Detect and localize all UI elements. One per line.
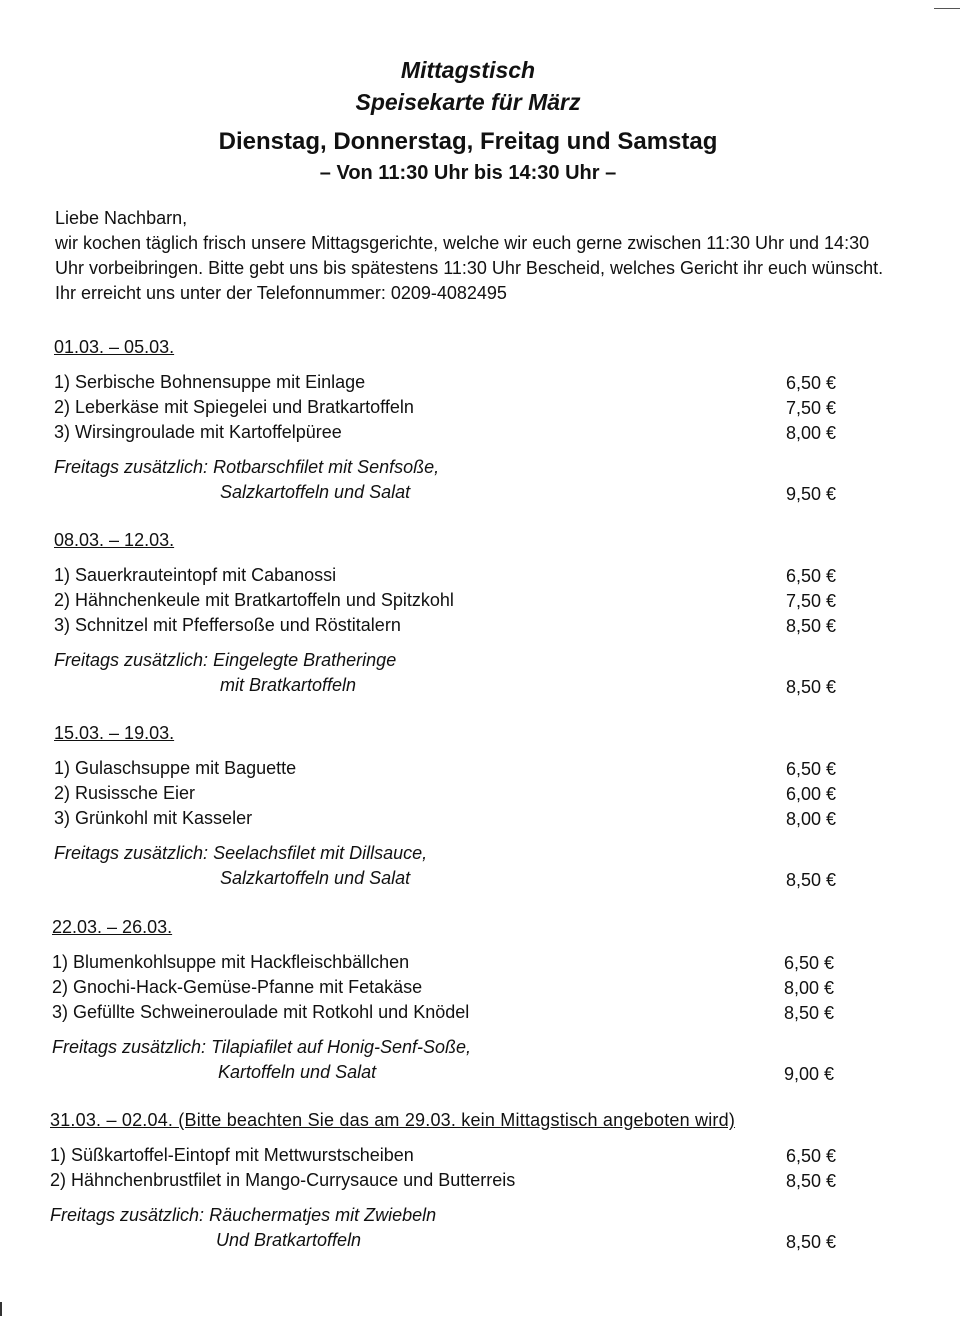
dish-price: 7,50 €	[785, 398, 836, 418]
dish-name: 3) Gefüllte Schweineroulade mit Rotkohl und Knödel	[52, 1002, 470, 1022]
dish-price: 6,50 €	[785, 566, 836, 586]
dish-list	[52, 950, 842, 1025]
dish-row	[50, 1168, 844, 1193]
week-range: 01.03. – 05.03.	[54, 337, 175, 357]
dish-price: 6,50 €	[785, 759, 836, 779]
menu-header	[0, 54, 936, 188]
friday-price: 8,50 €	[785, 1232, 836, 1252]
dish-price: 8,00 €	[783, 978, 834, 998]
friday-special	[54, 841, 844, 891]
menu-title: Mittagstisch	[400, 57, 536, 83]
dish-name: 1) Serbische Bohnensuppe mit Einlage	[54, 372, 366, 392]
friday-dish-line2: Kartoffeln und Salat	[218, 1062, 377, 1082]
dish-list	[54, 370, 844, 445]
dish-row	[54, 756, 844, 781]
dish-name: 3) Wirsingroulade mit Kartoffelpüree	[54, 422, 342, 442]
dish-list	[50, 1143, 844, 1193]
dish-row	[54, 563, 844, 588]
dish-price: 6,50 €	[783, 953, 834, 973]
service-hours: – Von 11:30 Uhr bis 14:30 Uhr –	[319, 162, 617, 184]
intro-text	[55, 206, 885, 306]
friday-dish-line1: Tilapiafilet auf Honig-Senf-Soße,	[211, 1037, 472, 1057]
friday-dish-line1: Eingelegte Bratheringe	[213, 650, 397, 670]
dish-row	[54, 395, 844, 420]
friday-dish-line1: Rotbarschfilet mit Senfsoße,	[213, 457, 440, 477]
friday-special	[52, 1035, 842, 1085]
friday-price: 8,50 €	[785, 677, 836, 697]
dish-name: 1) Sauerkrauteintopf mit Cabanossi	[54, 565, 337, 585]
dish-price: 8,50 €	[785, 616, 836, 636]
dish-name: 2) Hähnchenkeule mit Bratkartoffeln und Spitzkohl	[54, 590, 454, 610]
friday-label: Freitags zusätzlich:	[54, 650, 209, 670]
friday-special	[50, 1203, 844, 1253]
dish-row	[52, 1000, 842, 1025]
friday-price: 9,00 €	[783, 1064, 834, 1084]
dish-price: 6,50 €	[785, 373, 836, 393]
dish-row	[54, 781, 844, 806]
dish-row	[54, 588, 844, 613]
friday-label: Freitags zusätzlich:	[54, 457, 209, 477]
friday-dish-line2: Salzkartoffeln und Salat	[220, 868, 411, 888]
dish-row	[54, 370, 844, 395]
friday-dish-line1: Räuchermatjes mit Zwiebeln	[209, 1205, 437, 1225]
friday-price: 9,50 €	[785, 484, 836, 504]
friday-dish-line1: Seelachsfilet mit Dillsauce,	[213, 843, 428, 863]
dish-row	[52, 975, 842, 1000]
week-range: 08.03. – 12.03.	[54, 530, 175, 550]
dish-row	[54, 806, 844, 831]
week-range: 15.03. – 19.03.	[54, 723, 175, 743]
dish-price: 8,00 €	[785, 423, 836, 443]
dish-name: 1) Gulaschsuppe mit Baguette	[54, 758, 297, 778]
week-section	[54, 720, 844, 891]
dish-list	[54, 563, 844, 638]
friday-label: Freitags zusätzlich:	[52, 1037, 207, 1057]
dish-name: 3) Grünkohl mit Kasseler	[54, 808, 253, 828]
dish-name: 2) Hähnchenbrustfilet in Mango-Currysauce und Butterreis	[50, 1170, 516, 1190]
week-section	[52, 914, 842, 1085]
dish-name: 2) Rusissche Eier	[54, 783, 196, 803]
intro-body: wir kochen täglich frisch unsere Mittagsgerichte, welche wir euch gerne zwischen 11:30 Uhr und 14:30 Uhr vorbeibringen. Bitte gebt uns bis spätestens 11:30 Uhr Bescheid, welches Gericht ihr euch wünscht. Ihr erreicht uns unter der Telefonnummer: 0209-4082495	[55, 233, 884, 303]
greeting: Liebe Nachbarn,	[55, 208, 188, 228]
scan-edge-mark	[934, 8, 960, 9]
dish-name: 2) Leberkäse mit Spiegelei und Bratkartoffeln	[54, 397, 414, 417]
week-section	[54, 527, 844, 698]
dish-row	[54, 613, 844, 638]
dish-name: 3) Schnitzel mit Pfeffersoße und Röstitalern	[54, 615, 401, 635]
friday-price: 8,50 €	[785, 870, 836, 890]
service-days: Dienstag, Donnerstag, Freitag und Samstag	[218, 128, 718, 155]
week-section	[50, 1107, 844, 1253]
dish-row	[54, 420, 844, 445]
dish-price: 6,00 €	[785, 784, 836, 804]
dish-name: 1) Süßkartoffel-Eintopf mit Mettwurstscheiben	[50, 1145, 414, 1165]
dish-name: 2) Gnochi-Hack-Gemüse-Pfanne mit Fetakäse	[52, 977, 423, 997]
friday-dish-line2: Salzkartoffeln und Salat	[220, 482, 411, 502]
friday-special	[54, 648, 844, 698]
week-range: 22.03. – 26.03.	[52, 917, 173, 937]
dish-row	[50, 1143, 844, 1168]
dish-price: 6,50 €	[785, 1146, 836, 1166]
week-range: 31.03. – 02.04. (Bitte beachten Sie das am 29.03. kein Mittagstisch angeboten wird)	[50, 1110, 736, 1130]
friday-special	[54, 455, 844, 505]
dish-name: 1) Blumenkohlsuppe mit Hackfleischbällchen	[52, 952, 410, 972]
week-section	[54, 334, 844, 505]
friday-dish-line2: mit Bratkartoffeln	[220, 675, 357, 695]
dish-price: 8,50 €	[785, 1171, 836, 1191]
menu-subtitle: Speisekarte für März	[355, 89, 581, 115]
dish-price: 8,50 €	[783, 1003, 834, 1023]
dish-price: 8,00 €	[785, 809, 836, 829]
scan-edge-mark	[0, 1302, 2, 1316]
dish-row	[52, 950, 842, 975]
friday-dish-line2: Und Bratkartoffeln	[216, 1230, 362, 1250]
friday-label: Freitags zusätzlich:	[54, 843, 209, 863]
dish-list	[54, 756, 844, 831]
dish-price: 7,50 €	[785, 591, 836, 611]
friday-label: Freitags zusätzlich:	[50, 1205, 205, 1225]
